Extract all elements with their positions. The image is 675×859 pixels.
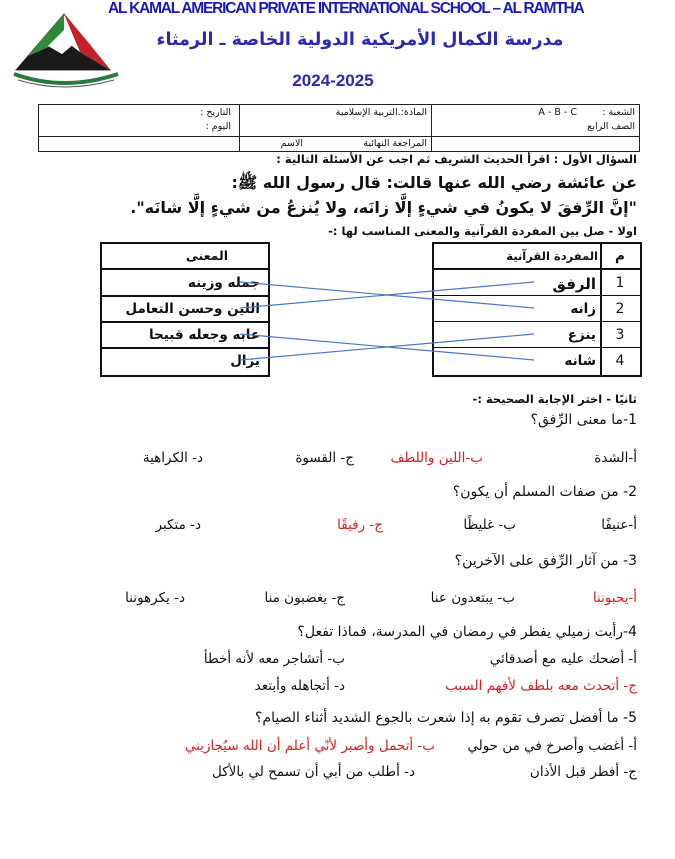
option: د- متكبر bbox=[155, 517, 201, 533]
option: د- الكراهية bbox=[142, 450, 203, 466]
question-text: 3- من آثار الرِّفق على الآخرين؟ bbox=[454, 553, 637, 569]
word-item: ينزع bbox=[567, 327, 596, 343]
word-num: 1 bbox=[615, 275, 625, 291]
question1-heading: السؤال الأول : اقرأ الحديث الشريف ثم اجب عن الأسئلة التالية : bbox=[276, 152, 637, 166]
meaning-item: جمله وزينه bbox=[187, 275, 260, 291]
option: أ- أغضب وأصرخ في من حولي bbox=[467, 738, 637, 754]
col-num-header: م bbox=[615, 248, 625, 264]
name-label: الاسم bbox=[280, 138, 303, 149]
school-name-ar: مدرسة الكمال الأمريكية الدولية الخاصة ـ الرمثاء bbox=[156, 30, 564, 50]
option: ج- أتحدث معه بلطف لأفهم السبب bbox=[445, 678, 637, 694]
option: ب- أتشاجر معه لأنه أخطأ bbox=[203, 651, 345, 667]
word-num: 4 bbox=[615, 353, 625, 369]
option: د- أطلب من أبي أن تسمح لي بالأكل bbox=[212, 764, 415, 780]
question-text: 4-رأيت زميلي يفطر في رمضان في المدرسة، فماذا تفعل؟ bbox=[297, 624, 637, 640]
col-word-header: المفردة القرآنية bbox=[506, 249, 598, 263]
question-text: 2- من صفات المسلم أن يكون؟ bbox=[452, 484, 637, 500]
school-year: 2024-2025 bbox=[292, 71, 374, 90]
question-text: 5- ما أفضل تصرف تقوم به إذا شعرت بالجوع الشديد أثناء الصيام؟ bbox=[254, 710, 637, 726]
option: أ-عنيفًا bbox=[601, 517, 637, 533]
school-name-en: AL KAMAL AMERICAN PRIVATE INTERNATIONAL SCHOOL – AL RAMTHA bbox=[108, 0, 584, 17]
option: أ- أضحك عليه مع أصدقائي bbox=[489, 651, 637, 667]
grade-label: الصف الرابع bbox=[587, 121, 635, 132]
matching-heading: اولا - صل بين المفردة القرآنية والمعنى المناسب لها :- bbox=[328, 224, 637, 238]
day-label: اليوم : bbox=[205, 121, 231, 132]
section-label: الشعبة : bbox=[602, 107, 635, 118]
option: ب- يبتعدون عنا bbox=[430, 590, 515, 606]
option: ب- أتحمل وأصبر لأنّي أعلم أن الله سيُجازيني bbox=[184, 738, 435, 754]
word-num: 2 bbox=[615, 301, 625, 317]
review-label: المراجعة النهائية bbox=[363, 138, 427, 149]
meaning-item: عابه وجعله قبيحا bbox=[148, 327, 260, 343]
option: ج- أفطر قبل الأذان bbox=[529, 764, 637, 780]
hadith-text: "إنَّ الرِّفقَ لا يكونُ في شيءٍ إلَّا زانَه، ولا يُنزعُ من شيءٍ إلَّا شانَه". bbox=[130, 198, 637, 217]
section-value: A - B - C bbox=[538, 107, 577, 118]
option: ج- رفيقًا bbox=[337, 517, 383, 533]
word-item: زانه bbox=[570, 301, 596, 317]
option: ب- غليظًا bbox=[463, 517, 516, 533]
option: أ-الشدة bbox=[594, 450, 637, 466]
date-label: التاريخ : bbox=[200, 107, 231, 118]
meaning-item: اللين وحسن التعامل bbox=[125, 301, 260, 317]
word-item: شانه bbox=[564, 353, 596, 369]
option: ب-اللين واللطف bbox=[390, 450, 483, 466]
option: أ-يحبوننا bbox=[592, 590, 637, 606]
subject-label: المادة:.التربية الإسلامية bbox=[335, 107, 427, 118]
option: د- أتجاهله وأبتعد bbox=[254, 678, 345, 694]
part2-heading: ثانيًا - اختر الإجابة الصحيحة :- bbox=[472, 392, 637, 406]
meaning-item: يزال bbox=[230, 353, 260, 369]
col-meaning-header: المعنى bbox=[185, 248, 228, 263]
word-num: 3 bbox=[615, 327, 625, 343]
word-item: الرفق bbox=[552, 275, 596, 293]
option: د- يكرهوننا bbox=[125, 590, 185, 606]
option: ج- يغضبون منا bbox=[264, 590, 345, 606]
option: ج- القسوة bbox=[295, 450, 354, 466]
question-text: 1-ما معنى الرِّفق؟ bbox=[530, 412, 637, 428]
hadith-intro: عن عائشة رضي الله عنها قالت: قال رسول الله ﷺ: bbox=[231, 173, 637, 192]
